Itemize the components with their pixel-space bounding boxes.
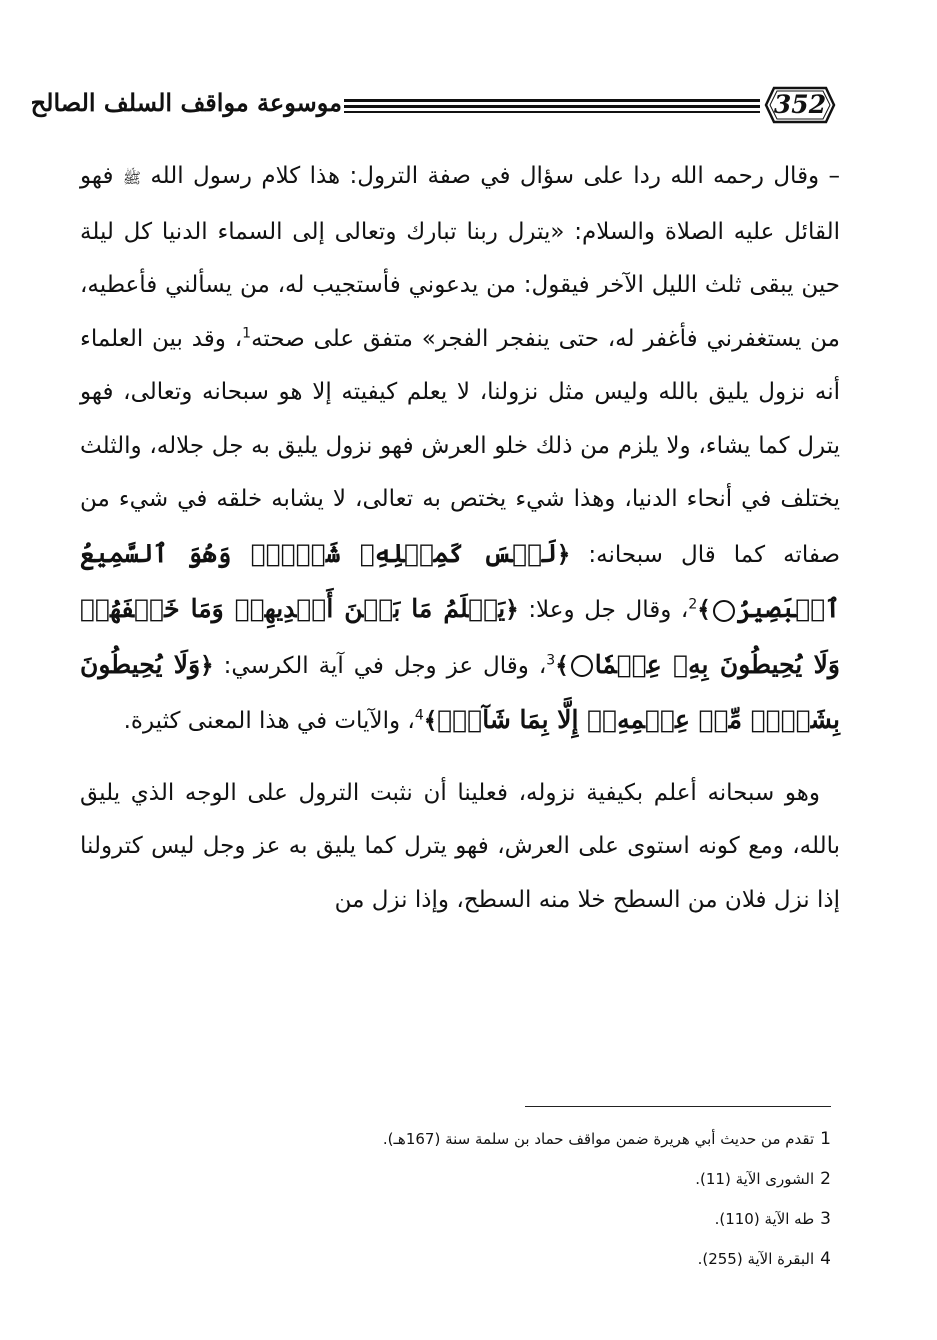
footnote-number: 2 <box>820 1169 831 1189</box>
footnote <box>300 1162 831 1202</box>
quran-verse: يَعۡلَمُ مَا بَيۡنَ أَيۡدِيهِمۡ وَمَا خَلۡفَهُمۡ وَلَا يُحِيطُونَ بِهِۦ عِلۡمٗا <box>80 594 840 679</box>
quran-open-bracket: ﴿ <box>556 540 571 568</box>
footnote <box>300 1122 831 1162</box>
quran-open-bracket: ﴿ <box>200 651 214 679</box>
footnote-ref: 2 <box>688 596 698 613</box>
ayah-end-icon <box>571 655 593 677</box>
footnote-text: طه الآية (110). <box>714 1210 815 1228</box>
footnote-number: 3 <box>820 1209 831 1229</box>
footnote-ref: 1 <box>242 324 252 341</box>
footnote-divider <box>525 1106 831 1107</box>
text-run: ، وقال عز وجل في آية الكرسي: <box>223 652 547 679</box>
footnote-text: تقدم من حديث أبي هريرة ضمن مواقف حماد بن سلمة سنة (167هـ). <box>382 1130 815 1148</box>
page-number-badge <box>760 82 840 128</box>
footnote-ref: 4 <box>414 707 424 724</box>
quran-close-bracket: ﴾ <box>555 651 569 679</box>
text-run: ، والآيات في هذا المعنى كثيرة. <box>123 708 415 734</box>
paragraph: وهو سبحانه أعلم بكيفية نزوله، فعلينا أن نثبت الترول على الوجه الذي يليق بالله، ومع كونه استوى على العرش، فهو يترل كما يليق به عز وجل ليس كترولنا إذا نزل فلان من السطح خلا منه السطح، وإذا نزل من <box>80 779 840 913</box>
footnote-ref: 3 <box>546 651 556 668</box>
footnote <box>300 1242 831 1282</box>
quran-close-bracket: ﴾ <box>697 596 711 623</box>
series-title: موسوعة مواقف السلف الصالح <box>30 88 342 117</box>
paragraph <box>80 150 840 749</box>
quran-verse: لَيۡسَ كَمِثۡلِهِۦ شَيۡءٞۖ وَهُوَ ٱلسَّمِيعُ ٱلۡبَصِيرُ <box>80 538 841 623</box>
footnote-number: 4 <box>820 1249 831 1269</box>
text-run: – وقال رحمه الله ردا على سؤال في صفة الترول: هذا كلام رسول الله <box>150 163 841 189</box>
text-run: فهو القائل عليه الصلاة والسلام: «يترل ربنا تبارك وتعالى إلى السماء الدنيا كل ليلة حين يبقى ثلث الليل الآخر فيقول: من يدعوني فأستجيب له، من يسألني فأعطيه، من يستغفرني فأغفر له، حتى ينفجر الفجر» متفق على صحته <box>80 163 840 352</box>
footnote-text: الشورى الآية (11). <box>695 1170 815 1188</box>
quran-open-bracket: ﴿ <box>505 596 519 623</box>
page-header <box>30 82 850 132</box>
text-run: ، وقد بين العلماء أنه نزول يليق بالله وليس مثل نزولنا، لا يعلم كيفيته إلا هو سبحانه وتعالى، فهو يترل كما يشاء، ولا يلزم من ذلك خلو العرش فهو نزول يليق به جل جلاله، والثلث يختلف في أنحاء الدنيا، وهذا شيء يختص به تعالى، لا يشابه خلقه في شيء من صفاته كما قال سبحانه: <box>80 325 840 568</box>
main-text <box>80 150 840 927</box>
text-run: ، وقال جل وعلا: <box>528 597 689 623</box>
footnote-text: البقرة الآية (255). <box>697 1250 815 1268</box>
quran-close-bracket: ﴾ <box>423 707 438 734</box>
ayah-end-icon <box>713 600 735 622</box>
footnote <box>300 1202 831 1242</box>
salla-glyph: ﷺ <box>122 169 141 187</box>
footnotes <box>300 1122 831 1282</box>
page-number: 352 <box>773 90 827 119</box>
footnote-number: 1 <box>820 1129 831 1149</box>
quran-verse: وَلَا يُحِيطُونَ بِشَيۡءٖ مِّنۡ عِلۡمِهِۦٓ إِلَّا بِمَا شَآءَۚ <box>80 649 840 734</box>
